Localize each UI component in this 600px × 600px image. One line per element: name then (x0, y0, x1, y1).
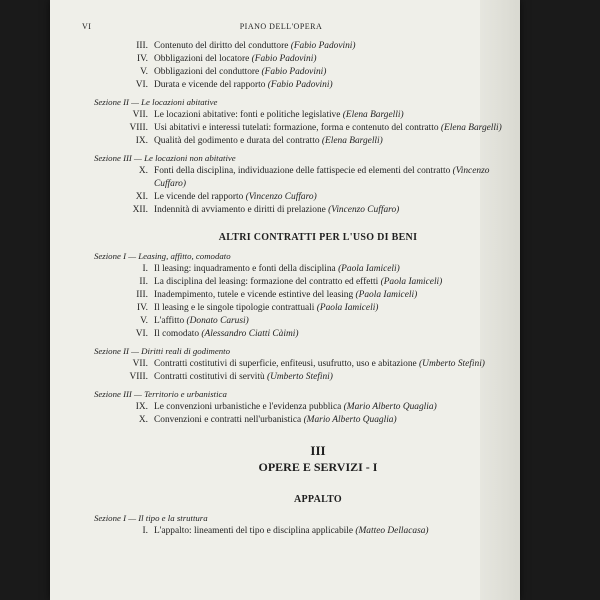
toc-entry (118, 79, 518, 92)
entry-author: (Elena Bargelli) (342, 110, 404, 120)
entry-author: (Fabio Padovini) (251, 54, 317, 64)
entry-author: (Vincenzo Cuffaro) (245, 192, 317, 202)
entry-number: VI. (135, 80, 148, 90)
entry-number: X. (138, 166, 148, 176)
entries-block-4 (118, 263, 518, 341)
entry-author: (Umberto Stefini) (419, 359, 485, 369)
entry-title (154, 53, 518, 66)
entry-text: Indennità di avviamento e diritti di prelazione (154, 205, 329, 215)
entry-author: (Donato Carusi) (186, 316, 249, 326)
chapter-heading: ALTRI CONTRATTI PER L'USO DI BENI (218, 232, 418, 243)
entry-author: (Fabio Padovini) (267, 80, 333, 90)
toc-entry (118, 40, 518, 53)
entry-title (154, 358, 518, 371)
entry-title (154, 289, 518, 302)
toc-entry (118, 276, 518, 289)
section-title: Sezione II — Le locazioni abitative (94, 97, 218, 107)
entry-text: Fonti della disciplina, individuazione delle fattispecie ed elementi del contratto (154, 166, 453, 176)
entry-title (154, 79, 518, 92)
entry-number: III. (136, 41, 148, 51)
entry-author: (Elena Bargelli) (440, 123, 502, 133)
part-title: OPERE E SERVIZI - I (258, 460, 378, 474)
entry-author: (Paola Iamiceli) (316, 303, 379, 313)
entry-text: Usi abitativi e interessi tutelati: formazione, forma e contenuto del contratto (154, 123, 441, 133)
entry-title (154, 315, 518, 328)
entry-number: III. (136, 290, 148, 300)
entry-text: Le vicende del rapporto (154, 192, 246, 202)
entry-author: (Alessandro Ciatti Càimi) (201, 329, 299, 339)
entry-text: Contratti costitutivi di superficie, enfiteusi, usufrutto, uso e abitazione (154, 359, 420, 369)
toc-entry (118, 191, 518, 204)
toc-entry (118, 135, 518, 148)
entry-text: Il leasing: inquadramento e fonti della disciplina (154, 264, 339, 274)
toc-entry (118, 358, 518, 371)
entry-text: Durata e vicende del rapporto (154, 80, 268, 90)
entry-text: Contenuto del diritto del conduttore (154, 41, 291, 51)
entry-author: (Matteo Dellacasa) (355, 526, 429, 536)
book-page (50, 0, 520, 600)
entry-text: La disciplina del leasing: formazione del contratto ed effetti (154, 277, 381, 287)
entry-author: (Fabio Padovini) (261, 67, 327, 77)
entry-title (154, 165, 518, 191)
entry-author: (Fabio Padovini) (290, 41, 356, 51)
entry-number: IV. (136, 54, 148, 64)
entry-author: (Vincenzo Cuffaro) (328, 205, 400, 215)
entry-number: XII. (132, 205, 148, 215)
entry-title (154, 525, 518, 538)
entry-number: X. (138, 415, 148, 425)
entry-title (154, 122, 518, 135)
entry-number: IV. (136, 303, 148, 313)
toc-entry (118, 315, 518, 328)
entry-text: Contratti costitutivi di servitù (154, 372, 268, 382)
entry-number: V. (140, 67, 148, 77)
chapter-heading: APPALTO (293, 494, 343, 505)
entry-title (154, 276, 518, 289)
toc-entry (118, 122, 518, 135)
entry-title (154, 414, 518, 427)
entry-number: IX. (135, 402, 148, 412)
toc-entry (118, 328, 518, 341)
entry-title (154, 401, 518, 414)
entry-number: VII. (132, 359, 148, 369)
toc-entry (118, 109, 518, 122)
running-title: PIANO DELL'OPERA (239, 22, 323, 31)
entry-number: I. (142, 526, 148, 536)
entry-number: V. (140, 316, 148, 326)
entry-text: Le locazioni abitative: fonti e politiche legislative (154, 110, 343, 120)
entry-title (154, 109, 518, 122)
entries-block-7 (118, 525, 518, 538)
entry-text: Obbligazioni del locatore (154, 54, 252, 64)
entries-block-2 (118, 109, 518, 148)
entries-block-1 (118, 40, 518, 92)
entry-author: (Mario Alberto Quaglia) (343, 402, 437, 412)
entry-title (154, 66, 518, 79)
entry-text: Le convenzioni urbanistiche e l'evidenza pubblica (154, 402, 344, 412)
entry-number: IX. (135, 136, 148, 146)
section-title: Sezione I — Leasing, affitto, comodato (94, 251, 231, 261)
entry-number: II. (139, 277, 148, 287)
entry-title (154, 191, 518, 204)
section-title: Sezione II — Diritti reali di godimento (94, 346, 231, 356)
toc-entry (118, 414, 518, 427)
entries-block-6 (118, 401, 518, 427)
toc-entry (118, 66, 518, 79)
entry-text: Obbligazioni del conduttore (154, 67, 262, 77)
toc-entry (118, 525, 518, 538)
table-of-contents (94, 40, 518, 538)
entry-number: VI. (135, 329, 148, 339)
section-title: Sezione III — Territorio e urbanistica (94, 389, 227, 399)
entry-author: (Paola Iamiceli) (338, 264, 400, 274)
part-number: III (310, 443, 326, 458)
entry-title (154, 371, 518, 384)
entry-author: (Paola Iamiceli) (380, 277, 443, 287)
entry-author: (Paola Iamiceli) (355, 290, 418, 300)
toc-entry (118, 165, 518, 191)
entry-number: VIII. (129, 372, 148, 382)
entry-title (154, 40, 518, 53)
toc-entry (118, 401, 518, 414)
entry-number: VIII. (129, 123, 148, 133)
entry-text: Il leasing e le singole tipologie contrattuali (154, 303, 317, 313)
entry-title (154, 135, 518, 148)
entry-author: (Umberto Stefini) (267, 372, 333, 382)
entry-number: XI. (135, 192, 148, 202)
toc-entry (118, 302, 518, 315)
toc-entry (118, 53, 518, 66)
entry-title (154, 328, 518, 341)
entry-number: I. (142, 264, 148, 274)
entry-text: L'appalto: lineamenti del tipo e disciplina applicabile (154, 526, 356, 536)
entry-title (154, 302, 518, 315)
page-number: VI (82, 22, 92, 31)
entry-text: Inadempimento, tutele e vicende estintive del leasing (154, 290, 356, 300)
entry-author: (Vincenzo Cuffaro) (154, 166, 490, 189)
toc-entry (118, 289, 518, 302)
entry-text: Convenzioni e contratti nell'urbanistica (154, 415, 304, 425)
entry-title (154, 263, 518, 276)
section-title: Sezione I — Il tipo e la struttura (94, 513, 208, 523)
entry-author: (Elena Bargelli) (321, 136, 383, 146)
entry-text: Il comodato (154, 329, 202, 339)
entry-number: VII. (132, 110, 148, 120)
entry-title (154, 204, 518, 217)
entry-text: L'affitto (154, 316, 187, 326)
entries-block-3 (118, 165, 518, 217)
toc-entry (118, 371, 518, 384)
entries-block-5 (118, 358, 518, 384)
section-title: Sezione III — Le locazioni non abitative (94, 153, 236, 163)
toc-entry (118, 204, 518, 217)
entry-author: (Mario Alberto Quaglia) (303, 415, 397, 425)
toc-entry (118, 263, 518, 276)
entry-text: Qualità del godimento e durata del contratto (154, 136, 322, 146)
